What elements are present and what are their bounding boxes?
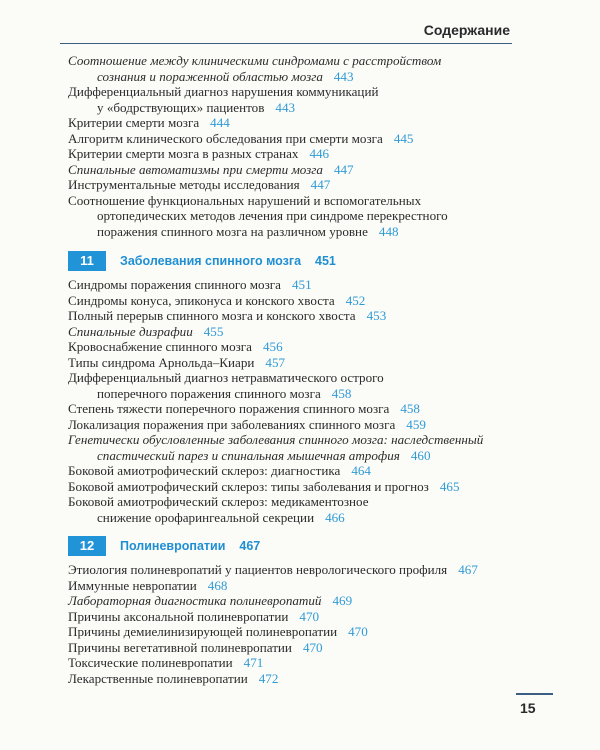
toc-entry-text: Степень тяжести поперечного поражения спинного мозга xyxy=(68,401,390,416)
toc-entry-text: Иммунные невропатии xyxy=(68,577,197,593)
toc-entry-line xyxy=(68,640,520,656)
toc-entry[interactable] xyxy=(68,562,520,578)
toc-list-top xyxy=(68,53,520,239)
chapter-heading[interactable] xyxy=(68,536,260,556)
toc-entry[interactable] xyxy=(68,53,520,84)
toc-entry-line xyxy=(68,224,520,240)
toc-entry-page: 470 xyxy=(302,639,323,655)
toc-entry-text: Типы синдрома Арнольда–Киари xyxy=(68,354,255,370)
toc-entry-line xyxy=(68,339,520,355)
toc-entry[interactable] xyxy=(68,277,520,293)
toc-entry[interactable] xyxy=(68,479,520,495)
toc-entry-text: Токсические полиневропатии xyxy=(68,655,233,670)
toc-entry-page: 443 xyxy=(275,99,296,115)
toc-entry-page: 452 xyxy=(345,292,366,308)
toc-entry-text: у «бодрствующих» пациентов xyxy=(97,99,265,115)
toc-entry-page: 459 xyxy=(406,416,426,432)
toc-entry-line xyxy=(68,293,520,309)
toc-entry-line xyxy=(68,162,520,178)
chapter-title: Полиневропатии xyxy=(120,539,226,553)
toc-entry-line xyxy=(68,146,520,162)
toc-entry[interactable] xyxy=(68,177,520,193)
toc-entry-line xyxy=(68,609,520,625)
toc-entry-page: 446 xyxy=(309,146,330,161)
toc-entry-text: Причины демиелинизирующей полиневропатии xyxy=(68,624,338,639)
toc-entry[interactable] xyxy=(68,339,520,355)
toc-entry[interactable] xyxy=(68,671,520,687)
toc-entry-line xyxy=(68,510,520,526)
footer-rule xyxy=(516,693,553,695)
toc-entry[interactable] xyxy=(68,463,520,479)
toc-entry-line xyxy=(68,562,520,578)
toc-entry-page: 457 xyxy=(265,354,286,370)
toc-entry-line xyxy=(68,593,520,609)
toc-entry-page: 472 xyxy=(258,670,279,686)
toc-entry-line xyxy=(68,53,520,69)
toc-entry-text: Полный перерыв спинного мозга и конского хвоста xyxy=(68,308,356,323)
chapter-page: 451 xyxy=(315,254,336,268)
toc-entry-page: 448 xyxy=(378,223,399,239)
toc-entry[interactable] xyxy=(68,655,520,671)
toc-entry-line xyxy=(68,494,520,510)
toc-entry-line xyxy=(68,432,520,448)
toc-entry-line xyxy=(68,355,520,371)
toc-entry-text: спастический парез и спинальная мышечная атрофия xyxy=(97,447,400,463)
header-rule xyxy=(60,43,512,44)
toc-entry-text: Спинальные дизрафии xyxy=(68,323,193,339)
toc-entry-page: 458 xyxy=(331,385,352,401)
toc-entry-text: Спинальные автоматизмы при смерти мозга xyxy=(68,161,323,177)
toc-entry-text: Лабораторная диагностика полиневропатий xyxy=(68,593,322,608)
toc-entry-text: Боковой амиотрофический склероз: медикаментозное xyxy=(68,494,369,509)
toc-entry-text: Генетически обусловленные заболевания спинного мозга: наследственный xyxy=(68,432,484,447)
toc-entry[interactable] xyxy=(68,193,520,240)
toc-entry-page: 443 xyxy=(333,68,354,84)
toc-entry-text: Причины аксональной полиневропатии xyxy=(68,608,289,624)
toc-entry-text: Дифференциальный диагноз нетравматического острого xyxy=(68,370,384,385)
toc-entry-page: 464 xyxy=(351,463,371,478)
toc-entry-text: Локализация поражения при заболеваниях спинного мозга xyxy=(68,416,396,432)
toc-entry-text: Причины вегетативной полиневропатии xyxy=(68,639,292,655)
toc-entry[interactable] xyxy=(68,593,520,609)
toc-entry-text: Критерии смерти мозга в разных странах xyxy=(68,146,299,161)
toc-entry[interactable] xyxy=(68,355,520,371)
toc-list-chapter-12 xyxy=(68,562,520,686)
toc-entry[interactable] xyxy=(68,115,520,131)
chapter-page: 467 xyxy=(239,539,261,553)
toc-entry-page: 447 xyxy=(310,177,331,192)
toc-entry-text: снижение орофарингеальной секреции xyxy=(97,509,315,525)
toc-entry-line xyxy=(68,671,520,687)
toc-entry-text: поперечного поражения спинного мозга xyxy=(97,385,321,401)
toc-entry-line xyxy=(68,115,520,131)
toc-entry-page: 444 xyxy=(210,115,230,130)
toc-entry-text: Боковой амиотрофический склероз: типы заболевания и прогноз xyxy=(68,478,429,494)
toc-entry-line xyxy=(68,84,520,100)
toc-entry-page: 451 xyxy=(291,277,312,292)
toc-entry-page: 456 xyxy=(262,339,283,354)
toc-entry-text: Инструментальные методы исследования xyxy=(68,177,300,192)
toc-entry-line xyxy=(68,193,520,209)
toc-entry-line xyxy=(68,324,520,340)
toc-entry-page: 470 xyxy=(299,608,320,624)
toc-entry-line xyxy=(68,177,520,193)
toc-entry-line xyxy=(68,578,520,594)
toc-entry[interactable] xyxy=(68,417,520,433)
toc-entry-text: Кровоснабжение спинного мозга xyxy=(68,339,252,354)
toc-entry-line xyxy=(68,308,520,324)
toc-entry-text: Критерии смерти мозга xyxy=(68,115,200,130)
toc-entry-page: 468 xyxy=(207,577,228,593)
toc-entry-page: 453 xyxy=(366,308,387,323)
toc-entry[interactable] xyxy=(68,308,520,324)
toc-entry[interactable] xyxy=(68,578,520,594)
page-number: 15 xyxy=(520,700,536,716)
toc-entry-page: 447 xyxy=(333,161,354,177)
toc-entry-line xyxy=(68,417,520,433)
toc-entry-line xyxy=(68,370,520,386)
toc-entry-line xyxy=(68,386,520,402)
toc-entry-text: Боковой амиотрофический склероз: диагностика xyxy=(68,463,341,478)
toc-entry-line xyxy=(68,100,520,116)
chapter-number-badge: 11 xyxy=(68,251,106,271)
toc-entry-page: 466 xyxy=(325,509,345,525)
toc-entry[interactable] xyxy=(68,624,520,640)
toc-entry-page: 460 xyxy=(410,447,431,463)
toc-entry-line xyxy=(68,131,520,147)
toc-entry[interactable] xyxy=(68,162,520,178)
toc-entry-page: 469 xyxy=(332,593,353,608)
running-head: Содержание xyxy=(423,22,510,38)
toc-entry[interactable] xyxy=(68,370,520,401)
toc-entry-line xyxy=(68,277,520,293)
toc-entry-line xyxy=(68,655,520,671)
toc-entry-page: 455 xyxy=(203,323,224,339)
toc-list-chapter-11 xyxy=(68,277,520,525)
toc-entry-line xyxy=(68,624,520,640)
toc-entry[interactable] xyxy=(68,494,520,525)
toc-entry-text: Алгоритм клинического обследования при смерти мозга xyxy=(68,130,383,146)
toc-entry-text: ортопедических методов лечения при синдроме перекрестного xyxy=(97,208,448,223)
toc-entry-page: 467 xyxy=(458,562,478,577)
toc-entry-text: Соотношение между клиническими синдромами с расстройством xyxy=(68,53,442,68)
toc-entry-line xyxy=(68,208,520,224)
chapter-number-badge: 12 xyxy=(68,536,106,556)
toc-entry[interactable] xyxy=(68,131,520,147)
toc-entry-page: 465 xyxy=(439,478,460,494)
toc-entry-text: Синдромы конуса, эпиконуса и конского хвоста xyxy=(68,292,335,308)
toc-entry[interactable] xyxy=(68,146,520,162)
toc-entry-line xyxy=(68,479,520,495)
toc-entry-text: Соотношение функциональных нарушений и вспомогательных xyxy=(68,192,422,208)
toc-entry-line xyxy=(68,401,520,417)
toc-entry[interactable] xyxy=(68,640,520,656)
toc-entry-text: поражения спинного мозга на различном уровне xyxy=(97,223,368,239)
toc-entry-text: Синдромы поражения спинного мозга xyxy=(68,277,281,292)
toc-entry[interactable] xyxy=(68,324,520,340)
toc-entry-line xyxy=(68,69,520,85)
toc-entry[interactable] xyxy=(68,432,520,463)
toc-entry[interactable] xyxy=(68,609,520,625)
toc-entry-text: Лекарственные полиневропатии xyxy=(68,670,248,686)
toc-entry-page: 471 xyxy=(243,655,264,670)
toc-entry-line xyxy=(68,463,520,479)
toc-entry-page: 458 xyxy=(400,401,420,416)
toc-entry[interactable] xyxy=(68,401,520,417)
toc-entry-text: сознания и пораженной областью мозга xyxy=(97,68,323,84)
toc-entry-line xyxy=(68,448,520,464)
toc-entry-text: Дифференциальный диагноз нарушения коммуникаций xyxy=(68,84,379,99)
toc-entry-page: 445 xyxy=(393,130,414,146)
toc-entry[interactable] xyxy=(68,84,520,115)
chapter-heading[interactable] xyxy=(68,251,336,271)
toc-entry-page: 470 xyxy=(348,624,368,639)
chapter-title: Заболевания спинного мозга xyxy=(120,254,302,268)
toc-entry-text: Этиология полиневропатий у пациентов неврологического профиля xyxy=(68,562,448,577)
toc-entry[interactable] xyxy=(68,293,520,309)
